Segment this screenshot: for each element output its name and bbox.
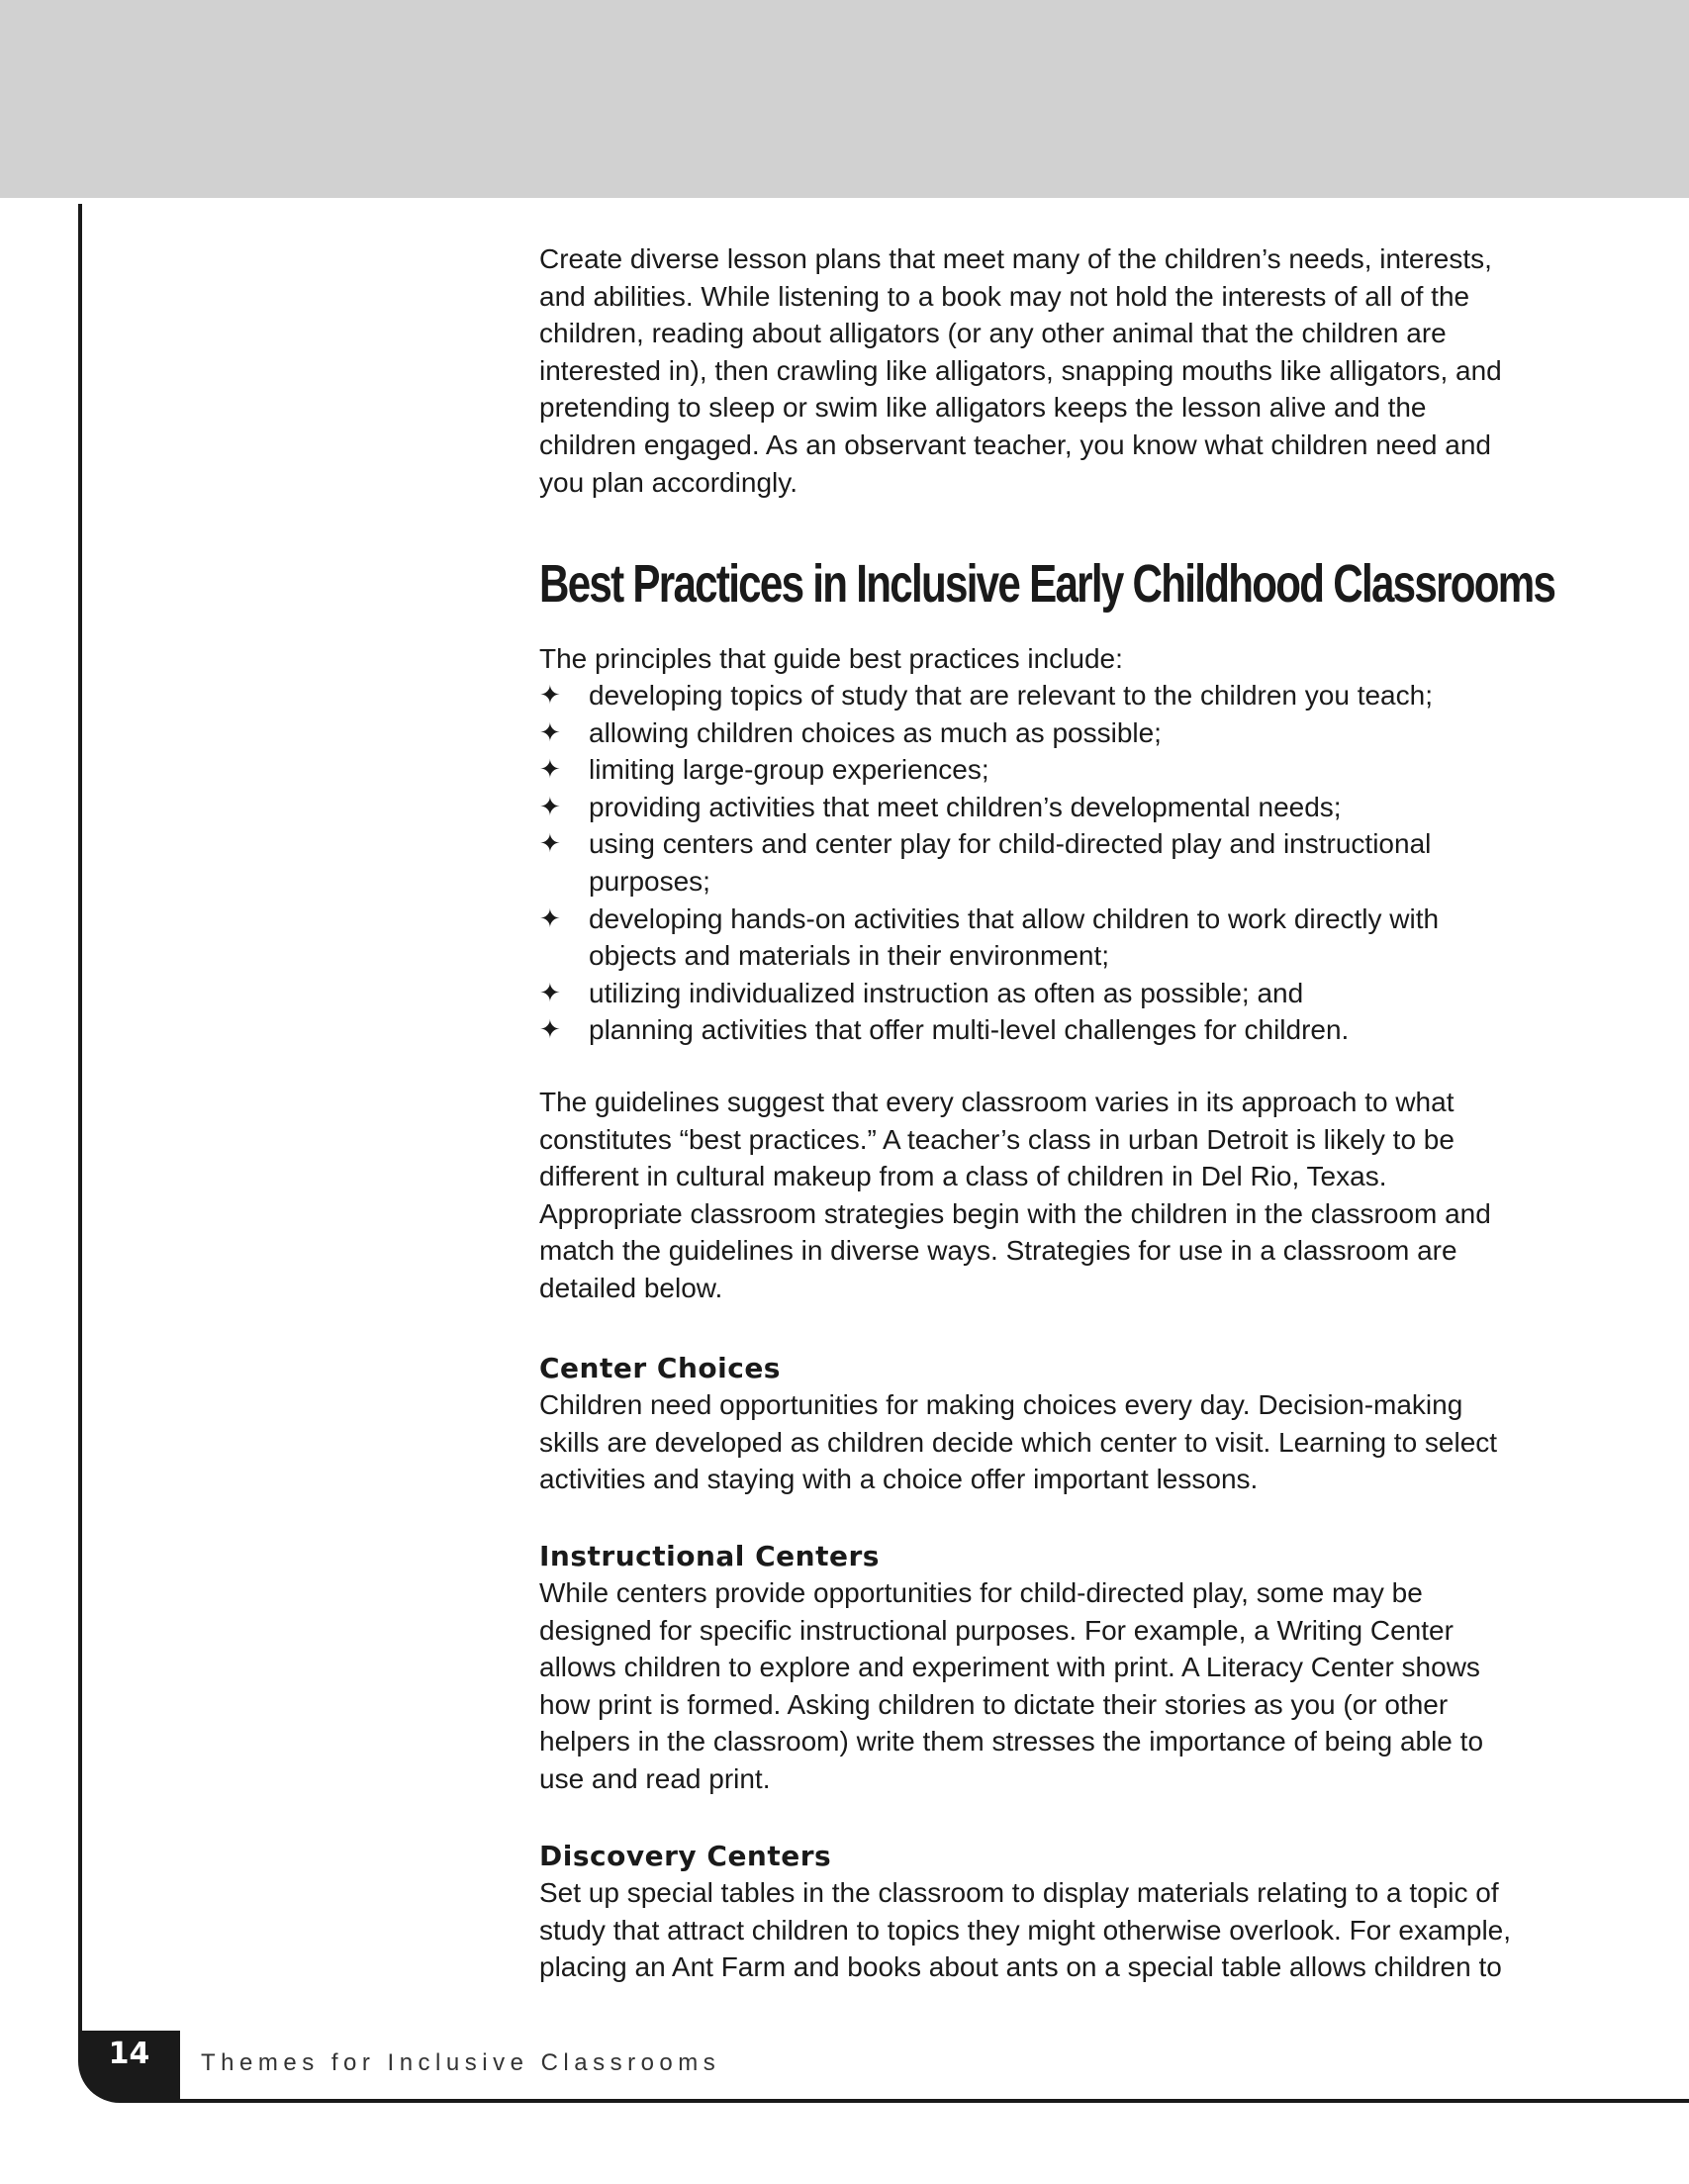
bullet-icon: ✦	[539, 754, 561, 785]
text-line: Children need opportunities for making choices every day. Decision-making	[539, 1389, 1463, 1420]
text-line: and abilities. While listening to a book may not hold the interests of all of the	[539, 280, 1470, 312]
text-line: activities and staying with a choice offer important lessons.	[539, 1464, 1259, 1495]
principles-intro: The principles that guide best practices include:	[539, 643, 1123, 674]
principles-list	[539, 677, 1598, 1049]
page-number: 14	[108, 2037, 150, 2071]
list-item	[539, 1011, 1598, 1049]
subsection-body	[539, 1874, 1608, 1986]
footer-rule	[180, 2099, 1689, 2103]
list-item-text: using centers and center play for child-directed play and instructional	[589, 828, 1432, 860]
text-line: match the guidelines in diverse ways. Strategies for use in a classroom are	[539, 1235, 1457, 1267]
list-item-text: developing topics of study that are relevant to the children you teach;	[589, 680, 1433, 711]
text-line: Create diverse lesson plans that meet many of the children’s needs, interests,	[539, 243, 1492, 274]
bullet-icon: ✦	[539, 680, 561, 710]
subsection-body	[539, 1574, 1608, 1798]
section-heading: Best Practices in Inclusive Early Childhood Classrooms	[539, 554, 1555, 614]
bullet-icon: ✦	[539, 828, 561, 859]
list-item-text: limiting large-group experiences;	[589, 754, 989, 786]
text-line: detailed below.	[539, 1272, 723, 1303]
text-line: different in cultural makeup from a class of children in Del Rio, Texas.	[539, 1161, 1387, 1192]
text-line: children engaged. As an observant teacher, you know what children need and	[539, 428, 1491, 460]
list-item	[539, 975, 1598, 1012]
subsection-heading: Instructional Centers	[539, 1540, 880, 1572]
text-line: how print is formed. Asking children to dictate their stories as you (or other	[539, 1688, 1449, 1720]
text-line: children, reading about alligators (or any other animal that the children are	[539, 318, 1447, 349]
list-item	[539, 714, 1598, 752]
bullet-icon: ✦	[539, 977, 561, 1007]
bullet-icon: ✦	[539, 716, 561, 747]
subsection-instructional-centers	[539, 1538, 1608, 1798]
bullet-icon: ✦	[539, 902, 561, 933]
text-line: constitutes “best practices.” A teacher’s class in urban Detroit is likely to be	[539, 1123, 1454, 1155]
list-item-text: allowing children choices as much as possible;	[589, 716, 1162, 748]
list-item	[539, 789, 1598, 826]
list-item-text: providing activities that meet children’s developmental needs;	[589, 791, 1342, 822]
list-item-text: utilizing individualized instruction as often as possible; and	[589, 977, 1304, 1008]
bullet-icon: ✦	[539, 1014, 561, 1045]
list-item	[539, 825, 1598, 900]
running-title: Themes for Inclusive Classrooms	[201, 2049, 721, 2076]
list-item	[539, 901, 1598, 975]
text-line: use and read print.	[539, 1762, 771, 1794]
subsection-discovery-centers	[539, 1838, 1608, 1986]
list-item-text: objects and materials in their environment;	[589, 940, 1110, 972]
text-line: you plan accordingly.	[539, 466, 798, 498]
text-line: While centers provide opportunities for child-directed play, some may be	[539, 1577, 1423, 1608]
text-line: designed for specific instructional purposes. For example, a Writing Center	[539, 1614, 1454, 1646]
subsection-center-choices	[539, 1350, 1608, 1498]
list-item-text: planning activities that offer multi-level challenges for children.	[589, 1014, 1350, 1046]
text-line: allows children to explore and experiment with print. A Literacy Center shows	[539, 1652, 1480, 1683]
subsection-heading: Center Choices	[539, 1352, 781, 1384]
text-line: helpers in the classroom) write them stresses the importance of being able to	[539, 1726, 1484, 1757]
text-line: The guidelines suggest that every classroom varies in its approach to what	[539, 1087, 1454, 1117]
subsection-body	[539, 1386, 1608, 1498]
left-margin-rule	[78, 204, 82, 2040]
text-line: interested in), then crawling like alligators, snapping mouths like alligators, and	[539, 354, 1502, 386]
list-item-text: purposes;	[589, 865, 710, 897]
guidelines-paragraph	[539, 1084, 1598, 1307]
text-line: pretending to sleep or swim like alligators keeps the lesson alive and the	[539, 392, 1427, 424]
bullet-icon: ✦	[539, 791, 561, 821]
subsection-heading: Discovery Centers	[539, 1840, 832, 1872]
text-line: Appropriate classroom strategies begin with the children in the classroom and	[539, 1197, 1491, 1229]
intro-paragraph	[539, 240, 1598, 501]
list-item-text: developing hands-on activities that allow children to work directly with	[589, 902, 1440, 934]
text-line: Set up special tables in the classroom to display materials relating to a topic of	[539, 1877, 1499, 1908]
text-line: study that attract children to topics they might otherwise overlook. For example,	[539, 1914, 1512, 1946]
list-item	[539, 751, 1598, 789]
list-item	[539, 677, 1598, 714]
header-band	[0, 0, 1689, 198]
text-line: skills are developed as children decide which center to visit. Learning to select	[539, 1426, 1498, 1458]
text-line: placing an Ant Farm and books about ants on a special table allows children to	[539, 1951, 1502, 1983]
